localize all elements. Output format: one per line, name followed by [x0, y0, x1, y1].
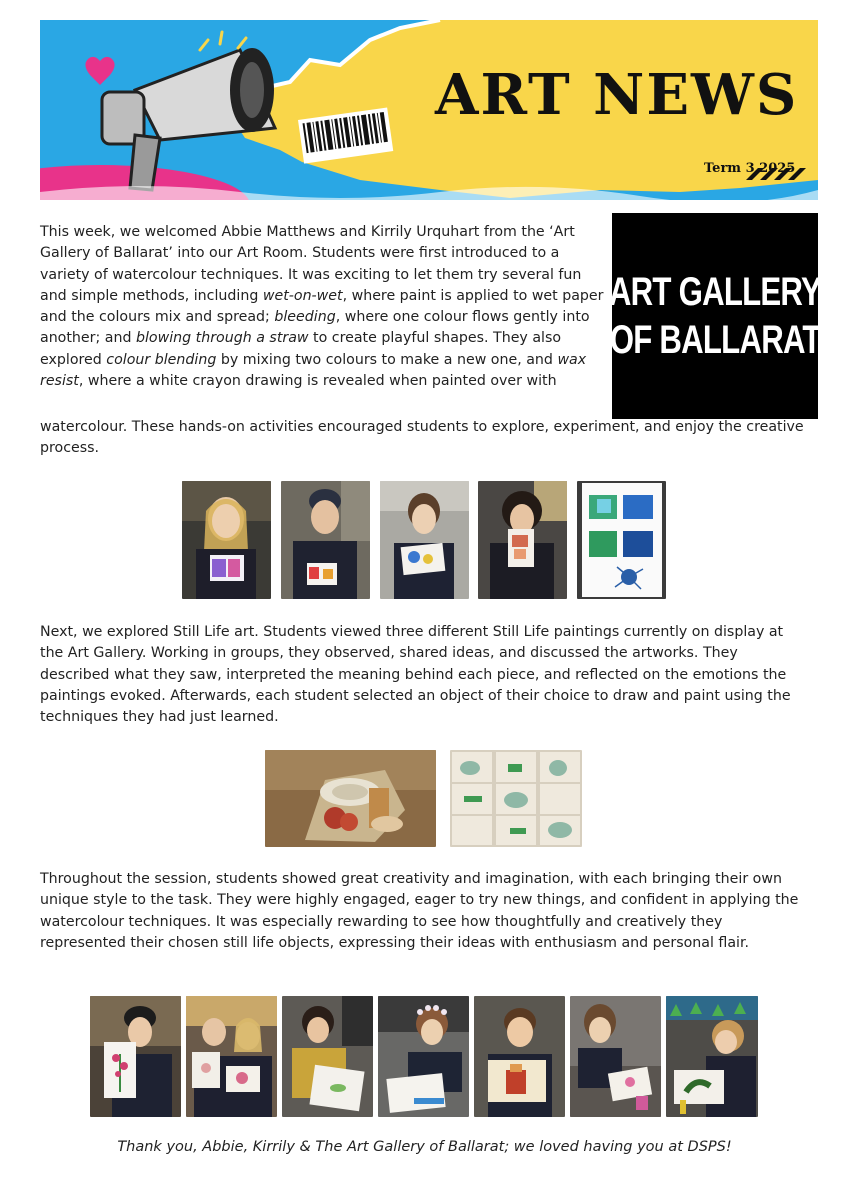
thank-you-message: Thank you, Abbie, Kirrily & The Art Gallery of Ballarat; we loved having you at DSPS! — [117, 1139, 732, 1155]
still-life-paragraph: Next, we explored Still Life art. Students viewed three different Still Life paintings currently on display at the Art Gallery. Working in groups, they observed, shared ideas, and discussed the artworks. They described what they saw, interpreted the meaning behind each piece, and reflected on the emotions the paintings evoked. Afterwards, each student selected an object of their choice to draw and paint using the techniques they had just learned. — [40, 624, 791, 726]
intro-text-4: to create playful shapes. They also explored — [40, 330, 562, 368]
newsletter-title: ART NEWS — [435, 62, 799, 128]
intro-text-1: This week, we welcomed Abbie Matthews and Kirrily Urquhart from the ‘Art Gallery of Ballarat’ into our Art Room. Students were first introduced to a variety of watercolour techniques. It was exciting to let them try several fun and simple methods, including — [40, 224, 582, 304]
student-photo-10 — [570, 996, 661, 1117]
technique-wet-on-wet: wet-on-wet — [262, 287, 343, 304]
intro-text-2: , where paint is applied to wet paper and the colours mix and spread; — [40, 287, 604, 326]
intro-text-6: , where a white crayon drawing is revealed when painted over with — [78, 373, 557, 390]
technique-wax-resist: wax resist — [40, 351, 587, 390]
intro-text-5: by mixing two colours to make a new one, and — [216, 351, 558, 368]
technique-colour-blending: colour blending — [106, 351, 217, 368]
intro-text-3: , where one colour flows gently into another; and — [40, 309, 590, 347]
student-photo-7 — [282, 996, 373, 1117]
logo-line-2: OF BALLARAT — [609, 318, 821, 362]
student-photo-11 — [666, 996, 758, 1117]
watercolour-technique-sheet — [577, 481, 666, 599]
student-still-life-artworks — [450, 750, 582, 847]
student-photo-3 — [380, 481, 469, 599]
logo-line-1: ART GALLERY — [608, 270, 822, 314]
intro-paragraph-end: watercolour. These hands-on activities encouraged students to explore, experiment, and enjoy the creative process. — [40, 419, 804, 457]
student-photo-8 — [378, 996, 469, 1117]
summary-paragraph: Throughout the session, students showed great creativity and imagination, with each bringing their own unique style to the task. They were highly engaged, eager to try new things, and confident in applying the watercolour techniques. It was especially rewarding to see how thoughtfully and creatively they represented their chosen still life objects, expressing their ideas with enthusiasm and personal flair. — [40, 871, 799, 951]
still-life-painting — [265, 750, 436, 847]
student-photo-5 — [90, 996, 181, 1117]
term-label: Term 3 2025 — [704, 161, 796, 176]
student-photo-4 — [478, 481, 567, 599]
student-photo-2 — [281, 481, 370, 599]
student-photo-9 — [474, 996, 565, 1117]
technique-bleeding: bleeding — [274, 309, 336, 326]
art-gallery-logo — [608, 213, 822, 419]
header-banner — [40, 20, 818, 200]
student-photo-1 — [182, 481, 271, 599]
technique-blowing-straw: blowing through a straw — [135, 330, 309, 347]
student-photo-6 — [186, 996, 277, 1117]
intro-paragraph — [40, 222, 610, 392]
